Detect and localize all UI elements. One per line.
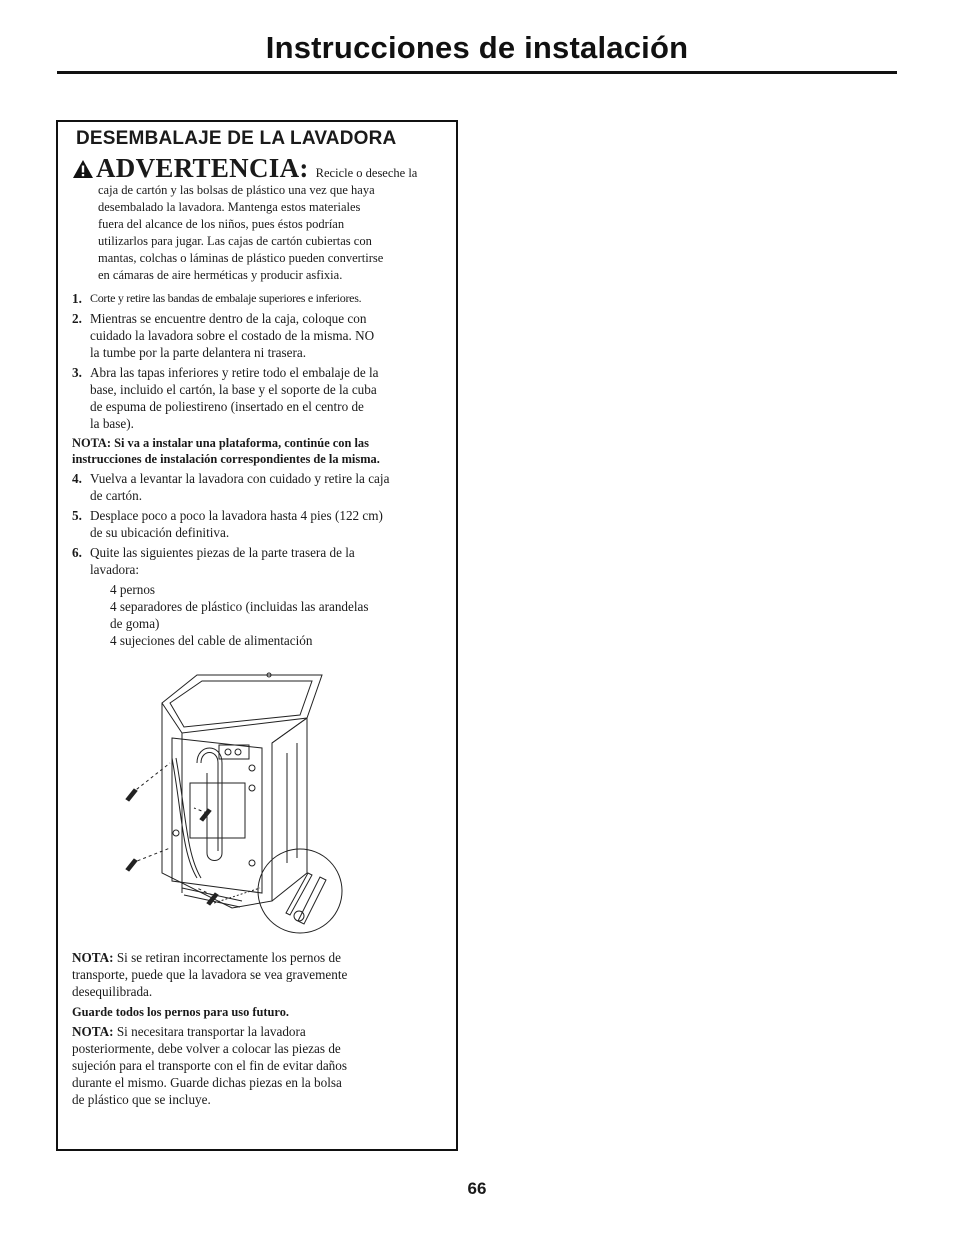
note-first-line: Si se retiran incorrectamente los pernos de xyxy=(116,950,341,965)
step-line: Quite las siguientes piezas de la parte trasera de la xyxy=(90,545,355,560)
step-line: lavadora: xyxy=(90,562,140,577)
step-line: Abra las tapas inferiores y retire todo el embalaje de la xyxy=(90,365,379,380)
note-label: NOTA: xyxy=(72,950,114,965)
note-bolts-removal xyxy=(72,949,452,1000)
unpacking-section-box xyxy=(56,120,458,1151)
warning-line: utilizarlos para jugar. Las cajas de cartón cubiertas con xyxy=(98,234,372,248)
step-line: de cartón. xyxy=(90,488,142,503)
step-6 xyxy=(72,544,452,578)
step-4 xyxy=(72,470,452,504)
section-content xyxy=(72,130,452,1108)
page-number: 66 xyxy=(467,1179,487,1198)
step-number: 4. xyxy=(72,471,82,486)
step-line: Corte y retire las bandas de embalaje superiores e inferiores. xyxy=(90,291,362,305)
platform-note xyxy=(72,435,452,467)
note-first-line: Si necesitara transportar la lavadora xyxy=(116,1024,306,1039)
save-bolts-note: Guarde todos los pernos para uso futuro. xyxy=(72,1005,289,1019)
note-label: NOTA: xyxy=(72,1024,114,1039)
platform-note-line: instrucciones de instalación correspondientes de la misma. xyxy=(72,452,380,466)
warning-first-line: Recicle o deseche la xyxy=(315,166,418,180)
step-text xyxy=(90,507,452,541)
warning-line: en cámaras de aire herméticas y producir asfixia. xyxy=(98,268,343,282)
step-line: la base). xyxy=(90,416,134,431)
warning-line: mantas, colchas o láminas de plástico pueden convertirse xyxy=(98,251,384,265)
step-line: la tumbe por la parte delantera ni trasera. xyxy=(90,345,307,360)
step-line: Desplace poco a poco la lavadora hasta 4 pies (122 cm) xyxy=(90,508,383,523)
step-number: 5. xyxy=(72,508,82,523)
note-transport xyxy=(72,1023,452,1108)
page-title: Instrucciones de instalación xyxy=(265,30,689,65)
step-5 xyxy=(72,507,452,541)
step-3 xyxy=(72,364,452,432)
warning-label: ADVERTENCIA: xyxy=(96,153,309,183)
note-line: posteriormente, debe volver a colocar las piezas de xyxy=(72,1041,341,1056)
warning-body xyxy=(98,182,452,284)
parts-item: 4 separadores de plástico (incluidas las arandelas xyxy=(110,599,369,614)
washer-rear-illustration xyxy=(112,663,392,941)
parts-item: 4 pernos xyxy=(110,582,156,597)
step-number: 1. xyxy=(72,291,82,306)
title-rule xyxy=(57,71,897,74)
step-2 xyxy=(72,310,452,361)
step-text xyxy=(90,364,452,432)
step-line: Vuelva a levantar la lavadora con cuidado y retire la caja xyxy=(90,471,390,486)
step-line: base, incluido el cartón, la base y el soporte de la cuba xyxy=(90,382,377,397)
section-heading: DESEMBALAJE DE LA LAVADORA xyxy=(76,128,397,149)
parts-list xyxy=(110,581,452,649)
warning-block xyxy=(72,153,452,284)
warning-triangle-icon xyxy=(72,159,94,179)
note-line: de plástico que se incluye. xyxy=(72,1092,211,1107)
warning-line: desembalado la lavadora. Mantenga estos materiales xyxy=(98,200,361,214)
step-text xyxy=(90,290,452,307)
parts-item: de goma) xyxy=(110,616,160,631)
steps-list-b xyxy=(72,470,452,578)
note-line: desequilibrada. xyxy=(72,984,153,999)
step-text xyxy=(90,544,452,578)
step-line: Mientras se encuentre dentro de la caja, coloque con xyxy=(90,311,367,326)
warning-line: caja de cartón y las bolsas de plástico una vez que haya xyxy=(98,183,375,197)
step-number: 3. xyxy=(72,365,82,380)
steps-list-a xyxy=(72,290,452,432)
step-text xyxy=(90,310,452,361)
step-line: cuidado la lavadora sobre el costado de la misma. NO xyxy=(90,328,375,343)
step-line: de espuma de poliestireno (insertado en el centro de xyxy=(90,399,364,414)
washer-diagram xyxy=(112,663,392,941)
parts-item: 4 sujeciones del cable de alimentación xyxy=(110,633,313,648)
platform-note-line: NOTA: Si va a instalar una plataforma, continúe con las xyxy=(72,436,369,450)
step-line: de su ubicación definitiva. xyxy=(90,525,230,540)
step-number: 2. xyxy=(72,311,82,326)
warning-line: fuera del alcance de los niños, pues éstos podrían xyxy=(98,217,345,231)
step-number: 6. xyxy=(72,545,82,560)
note-line: transporte, puede que la lavadora se vea gravemente xyxy=(72,967,348,982)
step-text xyxy=(90,470,452,504)
note-line: durante el mismo. Guarde dichas piezas en la bolsa xyxy=(72,1075,342,1090)
step-1 xyxy=(72,290,452,307)
note-line: sujeción para el transporte con el fin de evitar daños xyxy=(72,1058,347,1073)
